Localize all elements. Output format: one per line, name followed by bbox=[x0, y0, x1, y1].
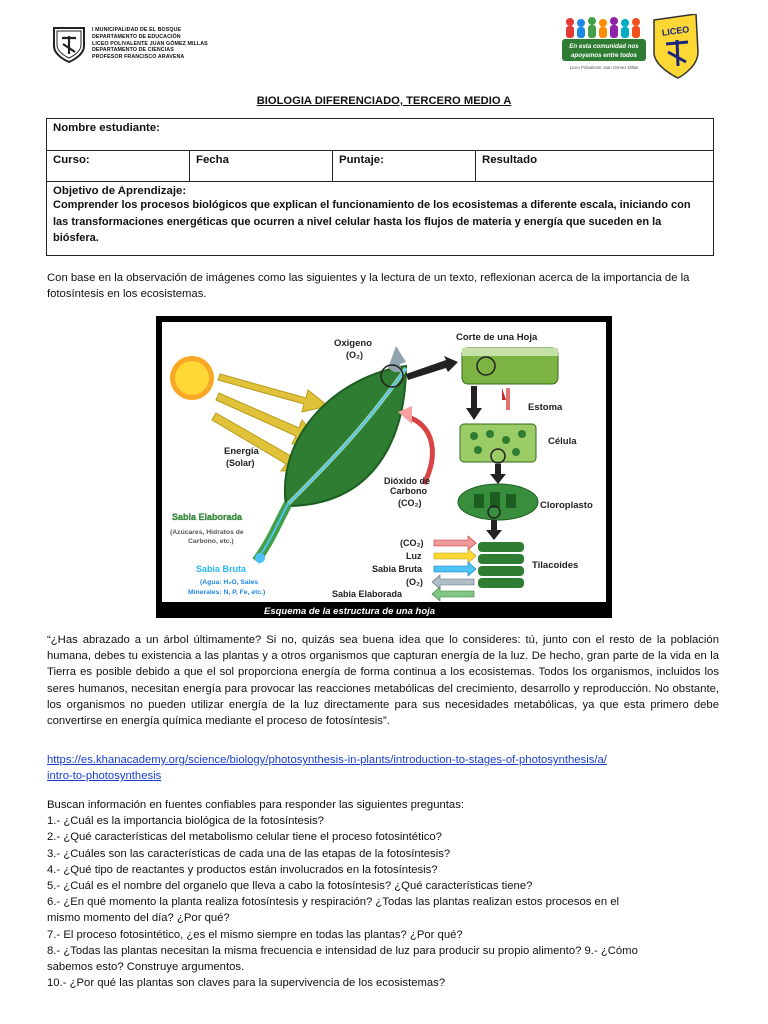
logo-subtitle: Liceo Polivalente Juan Gómez Millas bbox=[569, 65, 639, 70]
chloroplast-icon bbox=[458, 484, 538, 520]
score-field[interactable] bbox=[333, 151, 476, 182]
liceo-logo bbox=[556, 14, 706, 80]
co2-formula: (CO₂) bbox=[398, 498, 422, 508]
leaf-cross-section bbox=[462, 348, 558, 384]
document-title: BIOLOGIA DIFERENCIADO, TERCERO MEDIO A bbox=[256, 95, 512, 107]
figure-caption: Esquema de la estructura de una hoja bbox=[264, 606, 436, 617]
objective-cell bbox=[47, 182, 714, 256]
cell-label: Célula bbox=[548, 436, 577, 447]
result-label: Resultado bbox=[482, 154, 538, 166]
leaf-structure-figure bbox=[156, 316, 612, 618]
school-line: LICEO POLIVALENTE JUAN GÓMEZ MILLAS bbox=[92, 40, 208, 47]
sabia-bruta-label: Sabia Bruta bbox=[196, 564, 247, 574]
question-item: 8.- ¿Todas las plantas necesitan la misma frecuencia e intensidad de luz para producir su propio alimento? 9.- ¿Cómo bbox=[47, 944, 638, 957]
question-item: 2.- ¿Qué características del metabolismo celular tiene el proceso fotosintético? bbox=[47, 831, 442, 844]
question-item: 4.- ¿Qué tipo de reactantes y productos están involucrados en la fotosíntesis? bbox=[47, 863, 438, 876]
intro-paragraph: Con base en la observación de imágenes como las siguientes y la lectura de un texto, reflexionan acerca de la importancia de la fotosíntesis en los ecosistemas. bbox=[47, 272, 690, 301]
legend-sabia-elaborada: Sabia Elaborada bbox=[332, 589, 403, 599]
school-lines bbox=[92, 27, 208, 61]
question-item: 5.- ¿Cuál es el nombre del organelo que lleva a cabo la fotosíntesis? ¿Qué características tiene? bbox=[47, 880, 533, 893]
sabia-elaborada-detail: (Azúcares, Hidratos de bbox=[170, 529, 244, 536]
question-item: 6.- ¿En qué momento la planta realiza fotosíntesis y respiración? ¿Todas las plantas realizan estos procesos en el bbox=[47, 896, 620, 909]
sabia-elaborada-detail: Carbono, etc.) bbox=[188, 538, 234, 545]
logo-title: LICEO bbox=[661, 24, 690, 38]
question-item: 1.- ¿Cuál es la importancia biológica de la fotosíntesis? bbox=[47, 815, 324, 828]
course-field[interactable] bbox=[47, 151, 190, 182]
student-name-label: Nombre estudiante: bbox=[53, 122, 160, 134]
question-item: sabemos esto? Construye argumentos. bbox=[47, 961, 245, 974]
stoma-label: Estoma bbox=[528, 402, 563, 413]
result-field[interactable] bbox=[476, 151, 714, 182]
school-crest-icon bbox=[52, 26, 86, 64]
question-item: mismo momento del día? ¿Por qué? bbox=[47, 912, 230, 925]
student-form bbox=[46, 118, 714, 256]
leaf-section-label: Corte de una Hoja bbox=[456, 332, 538, 343]
source-link-block bbox=[47, 752, 719, 784]
source-link-continuation[interactable]: intro-to-photosynthesis bbox=[47, 770, 162, 783]
logo-slogan: En esta comunidad nos bbox=[569, 43, 639, 50]
oxygen-formula: (O₂) bbox=[346, 350, 363, 360]
legend-light: Luz bbox=[406, 551, 422, 561]
school-header bbox=[52, 26, 252, 68]
student-name-field[interactable] bbox=[47, 119, 714, 151]
thylakoids-label: Tilacoides bbox=[532, 560, 579, 571]
energy-label: Energía bbox=[224, 446, 259, 457]
source-link[interactable]: https://es.khanacademy.org/science/biology/photosynthesis-in-plants/introduction-to-stages-of-photosynthesis/a/ bbox=[47, 754, 607, 766]
quote-paragraph: “¿Has abrazado a un árbol últimamente? Si no, quizás sea buena idea que lo consideres: tú, junto con el resto de la población humana, debes tu existencia a las plantas y a otros organismos que capturan energía de la luz. De hecho, gran parte de la vida en la Tierra es posible debido a que el sol proporciona energía de forma continua a los ecosistemas. Todos los organismos, incluidos los seres humanos, necesitan energía para provocar las reacciones metabólicas del crecimiento, desarrollo y reproducción. No obstante, los organismos no pueden utilizar energía de la luz directamente para sus necesidades metabólicas, ya que esta primero debe convertirse en energía química mediante el proceso de fotosíntesis”. bbox=[47, 634, 719, 728]
school-line: PROFESOR FRANCISCO ARAVENA bbox=[92, 54, 185, 61]
objective-text: Comprender los procesos biológicos que explican el funcionamiento de los ecosistemas a diferente escala, iniciando con las transformaciones energéticas que ocurren a nivel celular hasta los flujos de materia y energía que suceden en la biósfera. bbox=[53, 199, 691, 244]
question-item: 10.- ¿Por qué las plantas son claves para la supervivencia de los ecosistemas? bbox=[47, 977, 446, 990]
school-line: DEPARTAMENTO DE EDUCACIÓN bbox=[92, 33, 181, 40]
objective-label: Objetivo de Aprendizaje: bbox=[53, 185, 187, 197]
people-icon bbox=[566, 17, 640, 38]
sabia-elaborada-label: Sabia Elaborada bbox=[172, 512, 243, 522]
course-label: Curso: bbox=[53, 154, 90, 166]
legend-oxygen: (O₂) bbox=[406, 577, 423, 587]
school-line: I MUNICIPALIDAD DE EL BOSQUE bbox=[92, 27, 182, 33]
energy-sub-label: (Solar) bbox=[226, 458, 255, 468]
co2-label: Carbono bbox=[390, 486, 427, 496]
oxygen-label: Oxigeno bbox=[334, 338, 373, 349]
chloroplast-label: Cloroplasto bbox=[540, 500, 593, 511]
logo-slogan: apoyamos entre todos bbox=[570, 52, 638, 59]
date-field[interactable] bbox=[190, 151, 333, 182]
questions-intro: Buscan información en fuentes confiables para responder las siguientes preguntas: bbox=[47, 799, 464, 811]
liceo-shield-icon bbox=[654, 14, 698, 78]
legend-co2: (CO₂) bbox=[400, 538, 424, 548]
co2-label: Dióxido de bbox=[384, 476, 431, 486]
cell-icon bbox=[460, 424, 536, 463]
school-line: DEPARTAMENTO DE CIENCIAS bbox=[92, 47, 174, 54]
question-item: 7.- El proceso fotosintético, ¿es el mismo siempre en todas las plantas? ¿Por qué? bbox=[47, 928, 463, 941]
score-label: Puntaje: bbox=[339, 154, 384, 166]
question-item: 3.- ¿Cuáles son las características de cada una de las etapas de la fotosíntesis? bbox=[47, 847, 451, 860]
legend-sabia-bruta: Sabia Bruta bbox=[372, 564, 423, 574]
sabia-bruta-detail: Minerales: N, P, Fe, etc.) bbox=[188, 589, 266, 596]
sabia-bruta-detail: (Agua: H₂O, Sales bbox=[200, 579, 259, 586]
date-label: Fecha bbox=[196, 154, 229, 166]
questions-block bbox=[47, 797, 719, 991]
sun-icon bbox=[170, 356, 214, 400]
